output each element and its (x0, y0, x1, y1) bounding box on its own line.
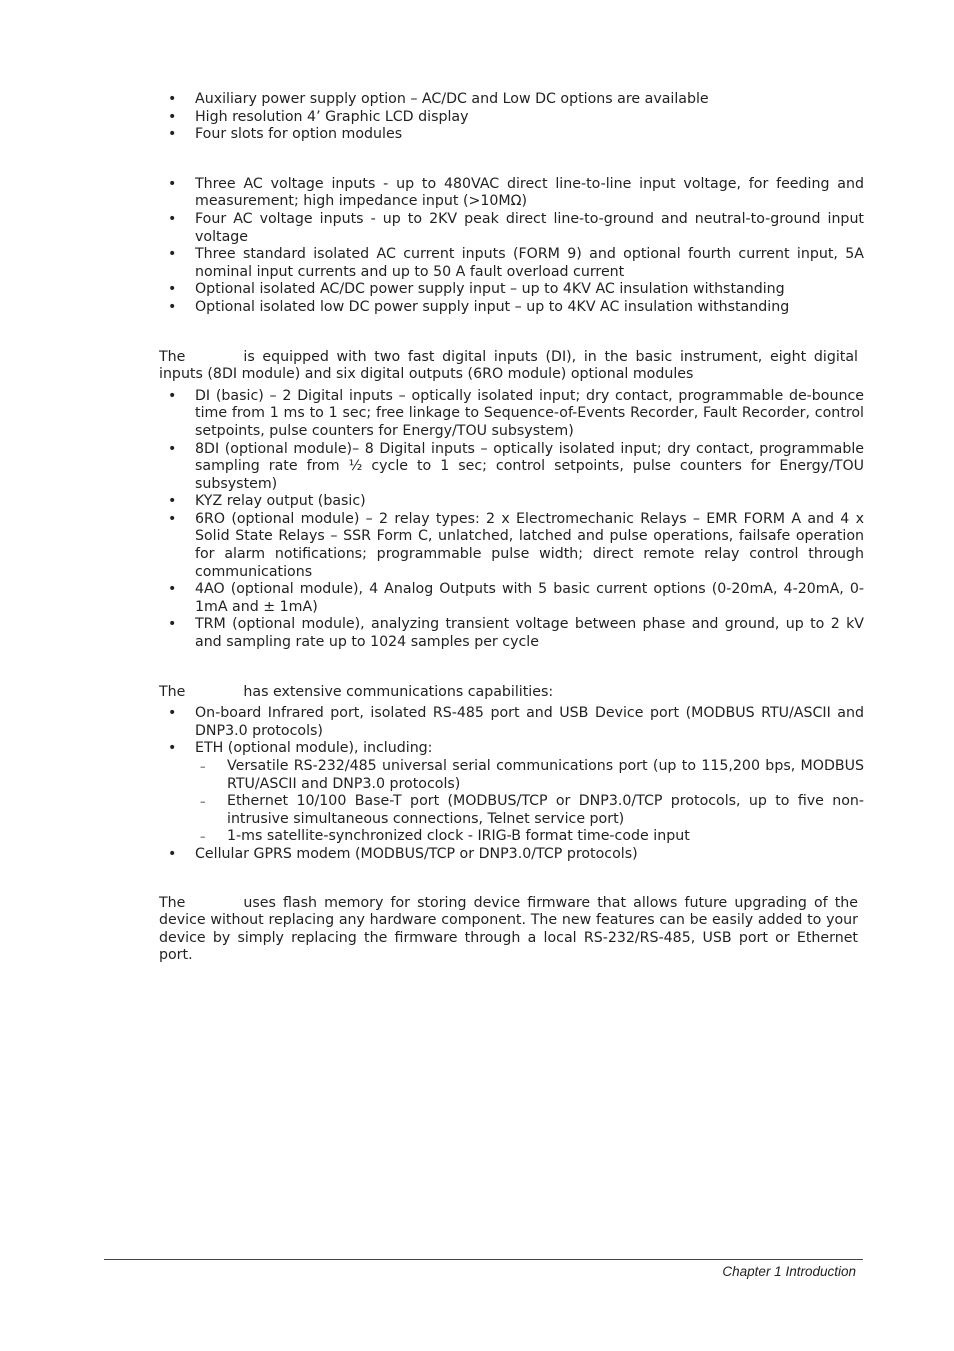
list-item: • 8DI (optional module)– 8 Digital inputs – optically isolated input; dry contact, programmable sampling rate from ½ cycle to 1 sec; control setpoints, pulse counters for Energy/TOU subsystem) (159, 441, 864, 494)
list-item: • 4AO (optional module), 4 Analog Outputs with 5 basic current options (0-20mA, 4-20mA, 0-1mA and ± 1mA) (159, 581, 864, 616)
list-item: • On-board Infrared port, isolated RS-485 port and USB Device port (MODBUS RTU/ASCII and DNP3.0 protocols) (159, 705, 864, 740)
firmware-text: uses flash memory for storing device firmware that allows future upgrading of the device without replacing any hardware component. The new features can be easily added to your device by simply replacing the firmware through a local RS-232/RS-485, USB port or Ethernet port. (159, 894, 858, 964)
inputs-list (159, 176, 864, 317)
general-features-list (159, 91, 864, 144)
io-intro-paragraph (159, 349, 864, 384)
list-item: • Cellular GPRS modem (MODBUS/TCP or DNP3.0/TCP protocols) (159, 846, 864, 864)
list-item: • Four AC voltage inputs - up to 2KV peak direct line-to-ground and neutral-to-ground input voltage (159, 211, 864, 246)
eth-sublist (195, 758, 864, 846)
io-intro-the: The (159, 348, 186, 365)
firmware-the: The (159, 894, 186, 911)
firmware-paragraph (159, 895, 864, 965)
list-item: • Auxiliary power supply option – AC/DC and Low DC options are available (159, 91, 864, 109)
comm-intro-the: The (159, 683, 186, 700)
eth-module-label: ETH (optional module), including: (195, 740, 433, 757)
list-item: • High resolution 4’ Graphic LCD display (159, 109, 864, 127)
list-item: • 6RO (optional module) – 2 relay types: 2 x Electromechanic Relays – EMR FORM A and 4 x Solid State Relays – SSR Form C, unlatched, latched and pulse operations, failsafe operation for alarm notifications; programmable pulse width; direct remote relay control through communications (159, 511, 864, 581)
footer-chapter: Chapter 1 Introduction (722, 1264, 856, 1279)
list-item: • Optional isolated low DC power supply input – up to 4KV AC insulation withstanding (159, 299, 864, 317)
sublist-item: – Versatile RS-232/485 universal serial communications port (up to 115,200 bps, MODBUS RTU/ASCII and DNP3.0 protocols) (195, 758, 864, 793)
list-item: • TRM (optional module), analyzing transient voltage between phase and ground, up to 2 kV and sampling rate up to 1024 samples per cycle (159, 616, 864, 651)
footer-rule (104, 1259, 863, 1260)
list-item: • Three standard isolated AC current inputs (FORM 9) and optional fourth current input, 5A nominal input currents and up to 50 A fault overload current (159, 246, 864, 281)
page-content (159, 91, 864, 965)
comm-list (159, 705, 864, 863)
list-item: • Four slots for option modules (159, 126, 864, 144)
list-item: • Three AC voltage inputs - up to 480VAC direct line-to-line input voltage, for feeding and measurement; high impedance input (>10MΩ) (159, 176, 864, 211)
list-item: • KYZ relay output (basic) (159, 493, 864, 511)
comm-intro-text: has extensive communications capabilities: (243, 683, 554, 700)
comm-intro-paragraph (159, 684, 864, 702)
io-list (159, 388, 864, 652)
list-item (159, 740, 864, 846)
sublist-item: – Ethernet 10/100 Base-T port (MODBUS/TCP or DNP3.0/TCP protocols, up to five non-intrusive simultaneous connections, Telnet service port) (195, 793, 864, 828)
io-intro-text: is equipped with two fast digital inputs (DI), in the basic instrument, eight digital inputs (8DI module) and six digital outputs (6RO module) optional modules (159, 348, 858, 383)
list-item: • Optional isolated AC/DC power supply input – up to 4KV AC insulation withstanding (159, 281, 864, 299)
list-item: • DI (basic) – 2 Digital inputs – optically isolated input; dry contact, programmable de-bounce time from 1 ms to 1 sec; free linkage to Sequence-of-Events Recorder, Fault Recorder, control setpoints, pulse counters for Energy/TOU subsystem) (159, 388, 864, 441)
sublist-item: – 1-ms satellite-synchronized clock - IRIG-B format time-code input (195, 828, 864, 846)
